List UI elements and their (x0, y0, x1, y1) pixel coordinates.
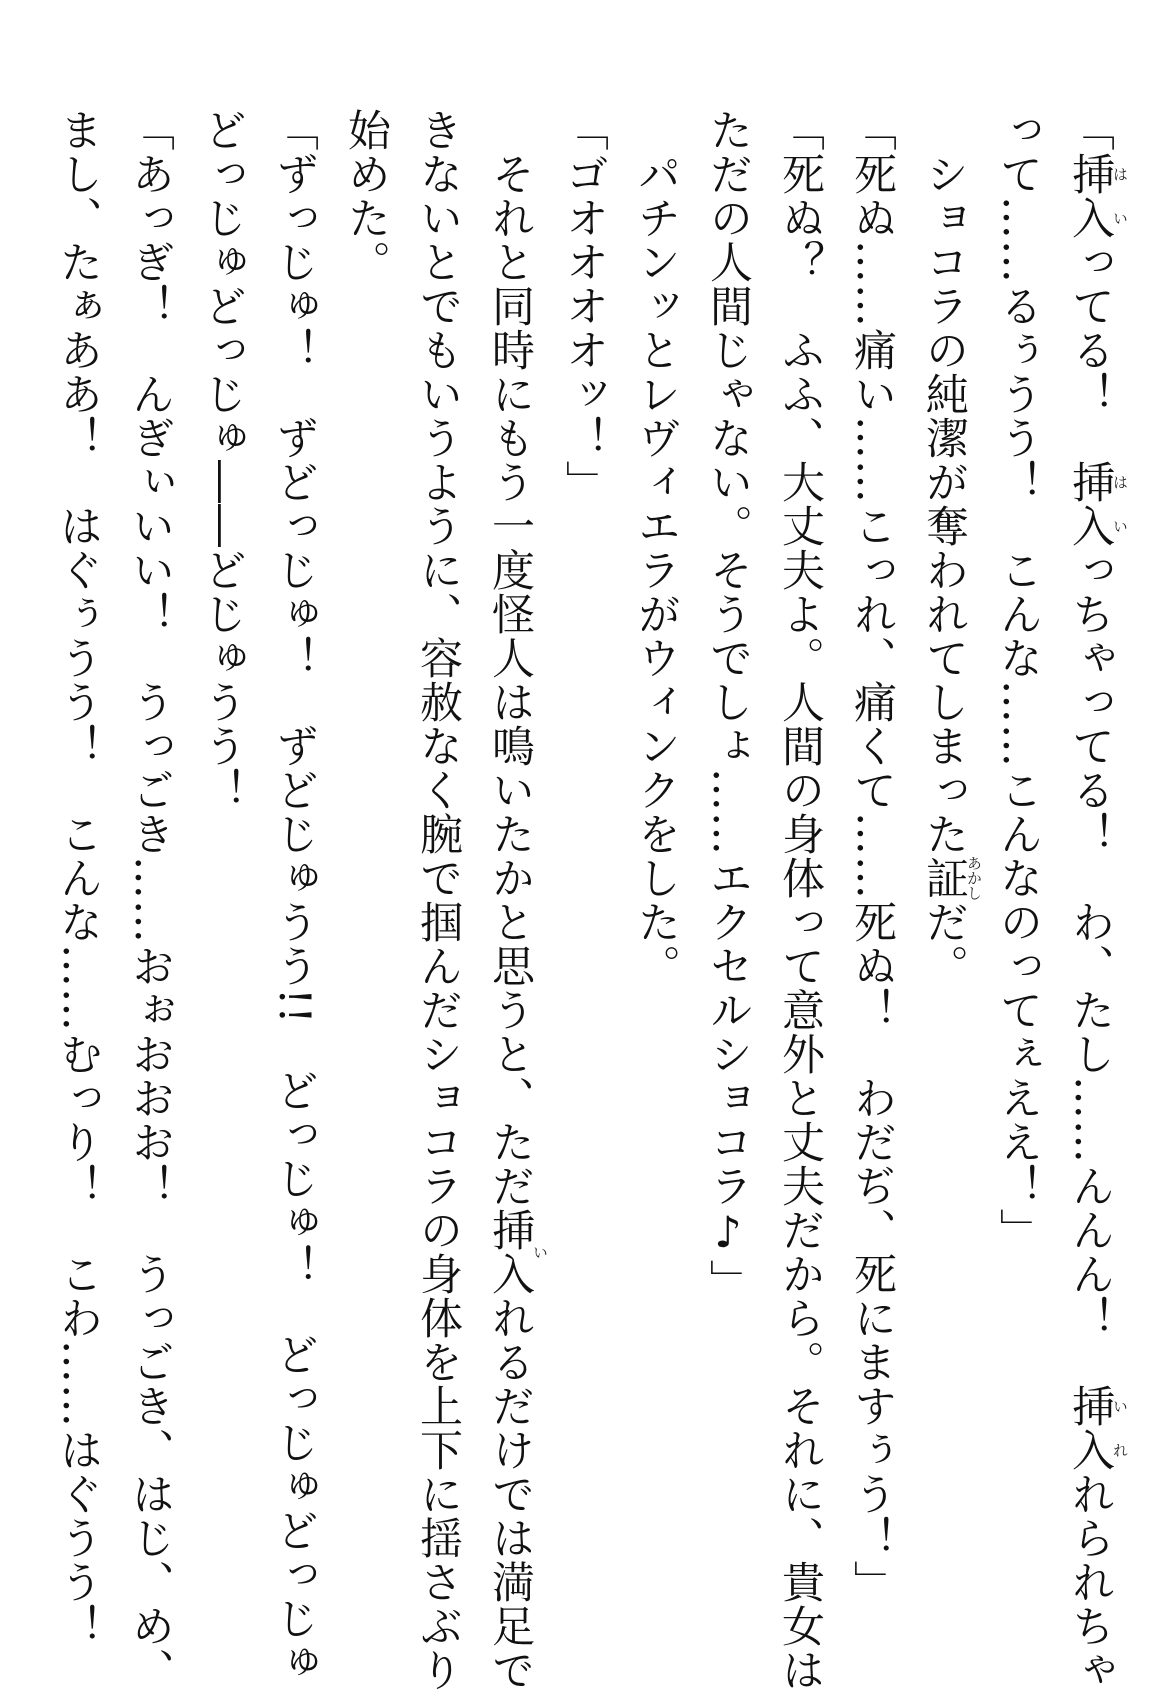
text-segment: 「 (1065, 108, 1115, 152)
text-column (330, 108, 402, 1608)
text-column (42, 108, 114, 1648)
ruby-base: 証 (919, 855, 969, 901)
text-column (620, 108, 692, 1608)
text-segment: 「死ぬ？ ふふ、大丈夫よ。人間の身体って意外と丈夫だから。それに、貴女は (775, 108, 825, 1692)
ruby-base: 入 (1065, 504, 1115, 548)
ruby-word (1065, 1384, 1129, 1428)
text-segment: どっじゅどっじゅ――どじゅうう！ (197, 108, 247, 812)
ruby-base: 挿入 (485, 1208, 535, 1296)
furigana: は (1111, 152, 1129, 196)
text-column (908, 108, 982, 1608)
furigana: あかし (965, 855, 983, 901)
ruby-base: 入 (1065, 1428, 1115, 1472)
furigana: は (1111, 460, 1129, 504)
text-column (548, 108, 620, 1608)
text-column (692, 108, 764, 1608)
text-segment: まし、たぁああ！ はぐぅうう！ こんな……むっり！ こわ……はぐうう！ (53, 108, 103, 1648)
ruby-word (1065, 152, 1129, 196)
text-column (474, 108, 549, 1692)
ruby-base: 挿 (1065, 460, 1115, 504)
text-segment: れられちゃ (1065, 1472, 1115, 1692)
ruby-base: 入 (1065, 196, 1115, 240)
text-segment: きないとでもいうように、容赦なく腕で掴んだショコラの身体を上下に揺さぶり (413, 108, 463, 1692)
text-segment: だ。 (919, 900, 969, 988)
text-column (982, 108, 1054, 1608)
ruby-base: 挿 (1065, 1384, 1115, 1428)
furigana: い (1111, 196, 1129, 240)
text-segment: れるだけでは満足で (485, 1296, 535, 1692)
ruby-word (485, 1208, 549, 1296)
ruby-word (1065, 504, 1129, 548)
text-segment: ショコラの純潔が奪われてしまった (919, 108, 969, 856)
ruby-word (1065, 1428, 1129, 1472)
text-segment: 始めた。 (341, 108, 391, 284)
text-column (402, 108, 474, 1692)
text-column (258, 108, 330, 1685)
text-segment: ってる！ (1065, 240, 1115, 460)
vertical-text-block (42, 108, 1129, 1692)
text-segment: パチンッとレヴィエラがウィンクをした。 (631, 108, 681, 988)
ruby-word (1065, 196, 1129, 240)
furigana: れ (1111, 1428, 1129, 1472)
text-segment: それと同時にもう一度怪人は鳴いたかと思うと、ただ (485, 108, 535, 1208)
text-segment: 「死ぬ……痛い……こっれ、痛くて……死ぬ！ わだぢ、死にますぅう！」 (847, 108, 897, 1604)
furigana: い (531, 1208, 549, 1296)
text-segment: 「ゴオオオオッ！」 (559, 108, 609, 504)
ruby-base: 挿 (1065, 152, 1115, 196)
text-segment: 「あっぎ！ んぎぃいい！ うっごき……おぉおおお！ うっごき、はじ、め、 (125, 108, 175, 1692)
furigana: い (1111, 1384, 1129, 1428)
text-segment: っちゃってる！ わ、たし……んんん！ (1065, 548, 1115, 1384)
text-column (186, 108, 258, 1608)
text-column (114, 108, 186, 1692)
text-segment: 「ずっじゅ！ ずどっじゅ！ ずどじゅうう!! どっじゅ！ どっじゅどっじゅ (269, 108, 319, 1685)
ruby-word (1065, 460, 1129, 504)
text-segment: ただの人間じゃない。そうでしょ……エクセルショコラ♪」 (703, 108, 753, 1303)
text-segment: って……るぅうう！ こんな……こんなのってぇええ！」 (993, 108, 1043, 1252)
text-column (1054, 108, 1129, 1692)
text-column (836, 108, 908, 1608)
furigana: い (1111, 504, 1129, 548)
text-column (764, 108, 836, 1692)
ruby-word (919, 855, 983, 901)
